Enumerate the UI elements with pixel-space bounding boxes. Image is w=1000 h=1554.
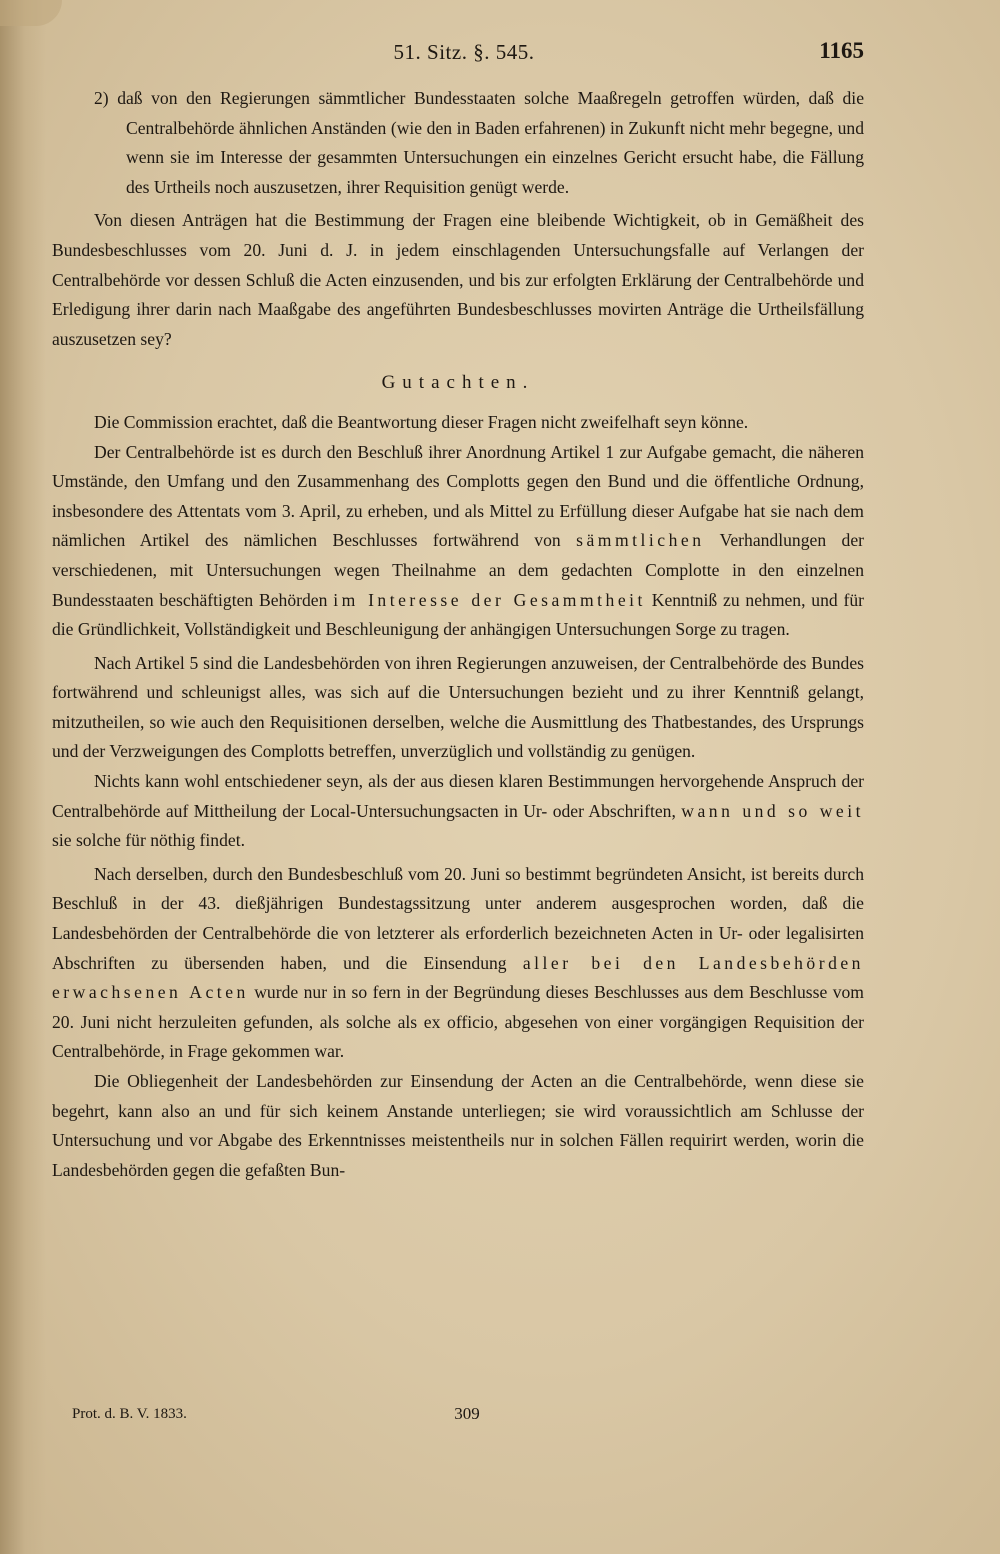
text-run: Der Centralbehörde ist es durch den Beschluß ihrer Anordnung Artikel 1 zur Aufgabe gemacht, die näheren Umstände, den Umfang und den Zusammenhang des Complotts gegen den Bund und die öffentliche Ordnung, insbesondere des Attentats vom 3. April, zu erheben, und als Mittel zu Erfüllung dieser Aufgabe hat sie nach dem nämlichen Artikel des nämlichen Beschlusses fortwährend von	[52, 441, 864, 551]
text-run: Nach derselben, durch den Bundesbeschluß vom 20. Juni so bestimmt begründeten Ansicht, ist bereits durch Beschluß in der 43. dießjährigen Bundestagssitzung unter anderem ausgesprochen worden, daß die Landesbehörden der Centralbehörde die von letzterer als erforderlich bezeichneten Acten in Ur- oder legalisirten Abschriften zu übersenden haben, und die Einsendung	[52, 863, 864, 973]
paragraph: Die Commission erachtet, daß die Beantwortung dieser Fragen nicht zweifelhaft seyn könne.	[94, 411, 749, 432]
paragraph: Nach Artikel 5 sind die Landesbehörden von ihren Regierungen anzuweisen, der Centralbehörde des Bundes fortwährend und schleunigst alles, was sich auf die Untersuchungen bezieht und zu ihrer Kenntniß gelangt, mitzutheilen, so wie auch den Requisitionen derselben, welche die Ausmittlung des Thatbestandes, des Ursprungs und der Verzweigungen des Complotts betreffen, unverzüglich und vollständig zu genügen.	[52, 652, 864, 762]
list-item-2: 2) daß von den Regierungen sämmtlicher Bundesstaaten solche Maaßregeln getroffen würden, daß die Centralbehörde ähnlichen Anständen (wie den in Baden erfahrenen) in Zukunft nicht mehr begegne, und wenn sie im Interesse der gesammten Untersuchungen ein einzelnes Gericht ersucht habe, die Fällung des Urtheils noch auszusetzen, ihrer Requisition genügt werde.	[94, 88, 864, 197]
emphasized-text: sämmtlichen	[576, 530, 705, 551]
page-header	[64, 40, 864, 74]
sheet-signature: 309	[454, 1404, 480, 1423]
paragraph: Von diesen Anträgen hat die Bestimmung der Fragen eine bleibende Wichtigkeit, ob in Gemäßheit des Bundesbeschlusses vom 20. Juni d. J. in jedem einschlagenden Untersuchungsfalle auf Verlangen der Centralbehörde vor dessen Schluß die Acten einzusenden, und bis zur erfolgten Erklärung der Centralbehörde und Erledigung ihrer darin nach Maaßgabe des angeführten Bundesbeschlusses movirten Anträge die Urtheilsfällung auszusetzen sey?	[52, 210, 864, 349]
text-run: wurde nur in so fern in der Begründung dieses Beschlusses aus dem Beschlusse vom 20. Juni nicht herzuleiten gefunden, als solche als ex officio, abgesehen von einer vorgängigen Requisition der Centralbehörde, in Frage gekommen war.	[52, 982, 864, 1062]
running-head: 51. Sitz. §. 545.	[393, 40, 535, 64]
emphasized-text: im Interesse der Gesammtheit	[333, 589, 646, 610]
body-text	[52, 84, 864, 1185]
page-number: 1165	[819, 38, 864, 63]
emphasized-text: wann und so weit	[681, 800, 864, 821]
paragraph	[52, 860, 864, 1067]
library-stamp-fragment	[0, 0, 62, 26]
paragraph	[52, 438, 864, 645]
protocol-reference: Prot. d. B. V. 1833.	[72, 1406, 187, 1422]
text-run: Verhandlungen der verschiedenen, mit Untersuchungen wegen Theilnahme an dem gedachten Complotte in den einzelnen Bundesstaaten beschäftigten Behörden	[52, 530, 864, 610]
paragraph: Die Obliegenheit der Landesbehörden zur Einsendung der Acten an die Centralbehörde, wenn diese sie begehrt, kann also an und für sich keinem Anstande unterliegen; sie wird voraussichtlich am Schlusse der Untersuchung und vor Abgabe des Erkenntnisses meistentheils nur in solchen Fällen requirirt werden, worin die Landesbehörden gegen die gefaßten Bun-	[52, 1071, 864, 1180]
page-footer	[72, 1404, 862, 1430]
emphasized-text: aller bei den Landesbehörden erwachsenen Acten	[52, 952, 864, 1003]
binding-shadow	[0, 0, 46, 1554]
text-run: Kenntniß zu nehmen, und für die Gründlichkeit, Vollständigkeit und Beschleunigung der anhängigen Untersuchungen Sorge zu tragen.	[52, 589, 864, 640]
text-run: sie solche für nöthig findet.	[52, 830, 245, 851]
paragraph	[52, 767, 864, 856]
section-heading: Gutachten.	[381, 372, 535, 394]
text-run: Nichts kann wohl entschiedener seyn, als der aus diesen klaren Bestimmungen hervorgehende Anspruch der Centralbehörde auf Mittheilung der Local-Untersuchungsacten in Ur- oder Abschriften,	[52, 771, 864, 821]
